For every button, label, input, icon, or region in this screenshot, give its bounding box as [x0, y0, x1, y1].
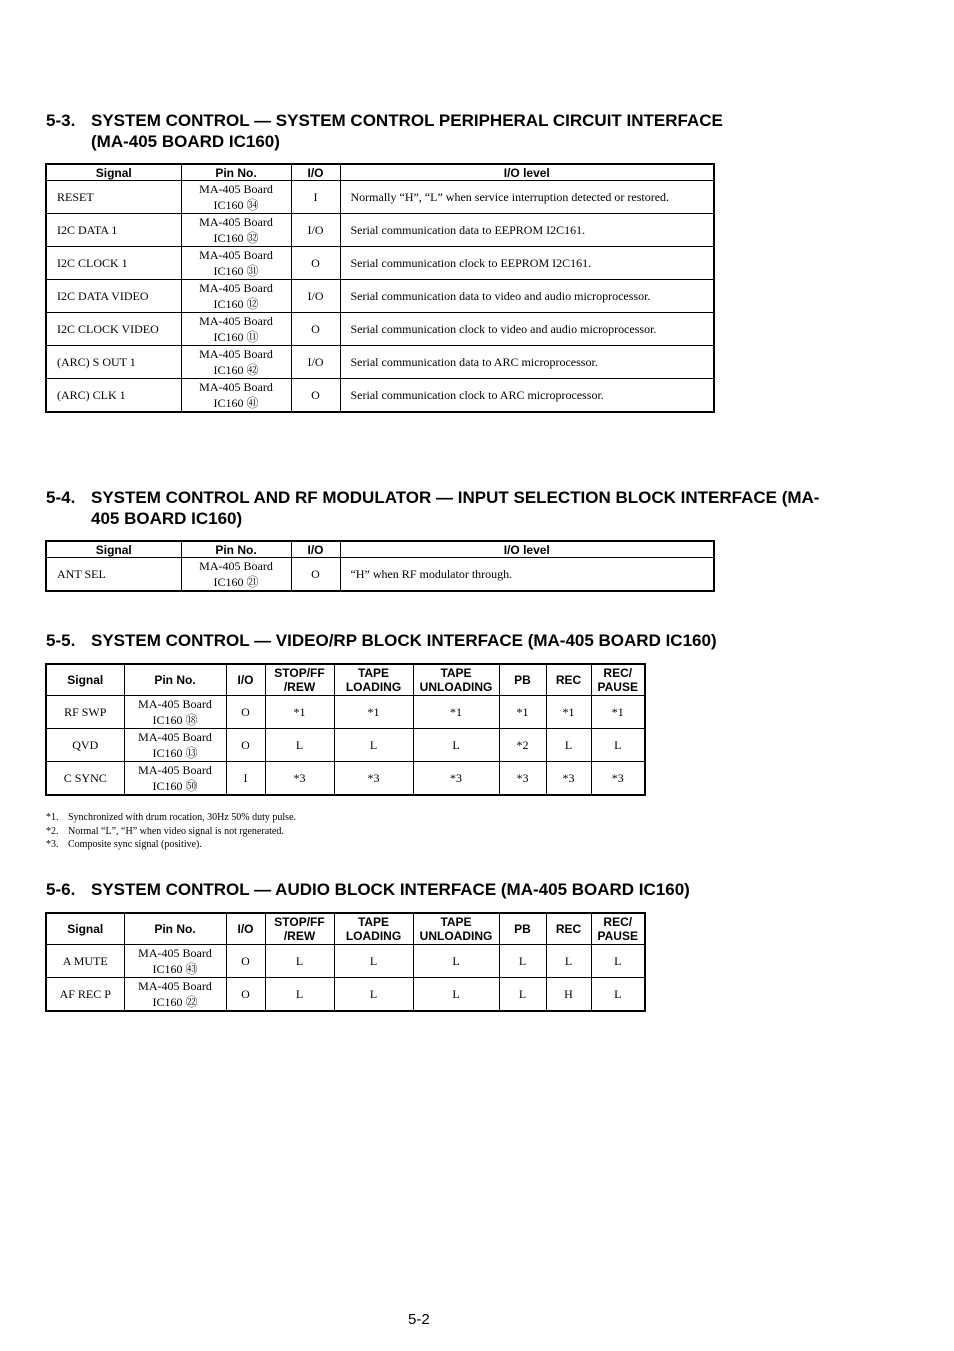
pin-ic: IC160 ⑪: [213, 330, 259, 344]
mode-cell: L: [265, 729, 334, 762]
io-cell: I: [291, 181, 340, 214]
io-cell: I: [226, 762, 265, 796]
level-cell: Normally “H”, “L” when service interruption detected or restored.: [340, 181, 714, 214]
section-number: 5-5.: [46, 631, 76, 650]
io-cell: I/O: [291, 280, 340, 313]
pin-board: MA-405 Board: [138, 946, 212, 960]
io-cell: O: [291, 558, 340, 592]
footnote-label: *1.: [46, 812, 59, 823]
footnote: [46, 825, 296, 839]
mode-cell: *1: [591, 696, 645, 729]
mode-cell: *1: [413, 696, 499, 729]
table-row: [46, 247, 714, 280]
mode-cell: L: [591, 945, 645, 978]
pin-ic: IC160 ⑫: [213, 297, 259, 311]
footnote: [46, 838, 296, 852]
mode-cell: *1: [334, 696, 413, 729]
pin-ic: IC160 ㉞: [213, 198, 259, 212]
pin-ic: IC160 ㉑: [213, 575, 259, 589]
mode-cell: *3: [546, 762, 591, 796]
audio-block-table: [45, 912, 646, 1012]
section-title-line1: SYSTEM CONTROL — SYSTEM CONTROL PERIPHERAL CIRCUIT INTERFACE: [91, 111, 723, 130]
header-line: LOADING: [345, 929, 402, 943]
header-line: STOP/FF: [274, 915, 325, 929]
header-line: REC/: [603, 666, 633, 680]
signal-cell: I2C DATA VIDEO: [46, 280, 181, 313]
mode-cell: *3: [334, 762, 413, 796]
table-row: [46, 762, 645, 796]
pin-ic: IC160 ㉛: [213, 264, 259, 278]
header-pb: PB: [499, 664, 546, 696]
io-cell: O: [291, 379, 340, 413]
pin-ic: IC160 ⑬: [152, 746, 198, 760]
pin-cell: [181, 558, 291, 592]
table-row: [46, 696, 645, 729]
section-title-line1: SYSTEM CONTROL — VIDEO/RP BLOCK INTERFACE (MA-405 BOARD IC160): [91, 631, 717, 650]
level-cell: “H” when RF modulator through.: [340, 558, 714, 592]
level-cell: Serial communication clock to EEPROM I2C161.: [340, 247, 714, 280]
pin-cell: [124, 696, 226, 729]
page-number: 5-2: [408, 1311, 430, 1328]
pin-ic: IC160 ㊷: [213, 363, 259, 377]
signal-cell: C SYNC: [46, 762, 124, 796]
section-5-6-title: [46, 879, 690, 900]
mode-cell: H: [546, 978, 591, 1012]
pin-ic: IC160 ⑱: [152, 713, 198, 727]
header-line: TAPE: [357, 915, 390, 929]
header-signal: Signal: [46, 541, 181, 558]
mode-cell: *3: [499, 762, 546, 796]
mode-cell: L: [334, 945, 413, 978]
section-title-line1: SYSTEM CONTROL — AUDIO BLOCK INTERFACE (MA-405 BOARD IC160): [91, 880, 690, 899]
table-row: [46, 313, 714, 346]
table-row: [46, 729, 645, 762]
header-line: LOADING: [345, 680, 402, 694]
section-title-line1: SYSTEM CONTROL AND RF MODULATOR — INPUT SELECTION BLOCK INTERFACE (MA-: [91, 488, 820, 507]
mode-cell: L: [334, 729, 413, 762]
pin-cell: [124, 945, 226, 978]
header-pin-no: Pin No.: [124, 664, 226, 696]
header-io: I/O: [226, 664, 265, 696]
footnote-text: Normal “L”, “H” when video signal is not rgenerated.: [68, 825, 284, 837]
table-header-row: [46, 913, 645, 945]
input-selection-table: [45, 540, 715, 592]
footnote-label: *3.: [46, 839, 59, 850]
header-io-level: I/O level: [340, 164, 714, 181]
signal-cell: RF SWP: [46, 696, 124, 729]
header-pin-no: Pin No.: [181, 541, 291, 558]
pin-cell: [181, 214, 291, 247]
io-cell: O: [226, 696, 265, 729]
io-cell: O: [226, 978, 265, 1012]
header-pin-no: Pin No.: [181, 164, 291, 181]
footnote-text: Synchronized with drum rocation, 30Hz 50% duty pulse.: [68, 812, 297, 823]
signal-cell: (ARC) S OUT 1: [46, 346, 181, 379]
header-pb: PB: [499, 913, 546, 945]
pin-board: MA-405 Board: [199, 182, 273, 196]
footnote-label: *2.: [46, 825, 59, 837]
header-line: UNLOADING: [419, 680, 493, 694]
table-row: [46, 558, 714, 592]
pin-cell: [124, 762, 226, 796]
header-line: TAPE: [440, 666, 472, 680]
header-signal: Signal: [46, 913, 124, 945]
signal-cell: QVD: [46, 729, 124, 762]
footnote: [46, 811, 296, 825]
header-rec-pause: [591, 913, 645, 945]
pin-board: MA-405 Board: [199, 248, 273, 262]
signal-cell: I2C CLOCK VIDEO: [46, 313, 181, 346]
header-tape-loading: [334, 664, 413, 696]
table-row: [46, 181, 714, 214]
pin-ic: IC160 ㉒: [152, 995, 198, 1009]
signal-cell: AF REC P: [46, 978, 124, 1012]
mode-cell: *1: [499, 696, 546, 729]
signal-cell: ANT SEL: [46, 558, 181, 592]
table-row: [46, 379, 714, 413]
mode-cell: *1: [265, 696, 334, 729]
header-line: REC/: [603, 915, 633, 929]
pin-ic: IC160 ㉜: [213, 231, 259, 245]
signal-cell: RESET: [46, 181, 181, 214]
header-line: STOP/FF: [274, 666, 325, 680]
header-io: I/O: [291, 541, 340, 558]
signal-cell: (ARC) CLK 1: [46, 379, 181, 413]
section-5-5-title: [46, 630, 717, 651]
header-line: UNLOADING: [419, 929, 493, 943]
header-io: I/O: [291, 164, 340, 181]
header-stop-ff-rew: [265, 913, 334, 945]
footnotes: [46, 811, 296, 852]
header-line: PAUSE: [597, 929, 638, 943]
pin-cell: [181, 379, 291, 413]
table-row: [46, 280, 714, 313]
footnote-text: Composite sync signal (positive).: [68, 839, 202, 850]
section-number: 5-4.: [46, 488, 76, 507]
mode-cell: L: [413, 729, 499, 762]
header-line: TAPE: [357, 666, 390, 680]
video-rp-table: [45, 663, 646, 796]
pin-board: MA-405 Board: [138, 979, 212, 993]
header-rec-pause: [591, 664, 645, 696]
mode-cell: L: [591, 729, 645, 762]
io-cell: O: [291, 313, 340, 346]
table-row: [46, 214, 714, 247]
header-stop-ff-rew: [265, 664, 334, 696]
section-5-4-title: [46, 487, 819, 529]
mode-cell: *3: [591, 762, 645, 796]
pin-board: MA-405 Board: [199, 314, 273, 328]
mode-cell: L: [413, 945, 499, 978]
pin-cell: [181, 280, 291, 313]
mode-cell: *1: [546, 696, 591, 729]
header-rec: REC: [546, 913, 591, 945]
header-tape-loading: [334, 913, 413, 945]
pin-cell: [181, 346, 291, 379]
mode-cell: *3: [413, 762, 499, 796]
section-number: 5-3.: [46, 111, 76, 130]
table-header-row: [46, 164, 714, 181]
signal-cell: A MUTE: [46, 945, 124, 978]
mode-cell: L: [265, 945, 334, 978]
header-line: /REW: [283, 929, 316, 943]
mode-cell: L: [591, 978, 645, 1012]
level-cell: Serial communication clock to ARC microprocessor.: [340, 379, 714, 413]
io-cell: O: [226, 729, 265, 762]
pin-cell: [181, 313, 291, 346]
header-line: TAPE: [440, 915, 472, 929]
pin-board: MA-405 Board: [138, 763, 212, 777]
header-line: /REW: [283, 680, 316, 694]
pin-ic: IC160 ㊿: [152, 779, 198, 793]
level-cell: Serial communication data to video and audio microprocessor.: [340, 280, 714, 313]
mode-cell: *3: [265, 762, 334, 796]
pin-ic: IC160 ㊶: [213, 396, 259, 410]
mode-cell: L: [265, 978, 334, 1012]
level-cell: Serial communication data to ARC microprocessor.: [340, 346, 714, 379]
peripheral-interface-table: [45, 163, 715, 413]
mode-cell: L: [546, 945, 591, 978]
pin-board: MA-405 Board: [199, 215, 273, 229]
section-title-line2: 405 BOARD IC160): [91, 509, 243, 528]
section-title-line2: (MA-405 BOARD IC160): [91, 132, 280, 151]
header-tape-unloading: [413, 913, 499, 945]
pin-cell: [181, 181, 291, 214]
header-signal: Signal: [46, 164, 181, 181]
io-cell: O: [226, 945, 265, 978]
pin-cell: [124, 978, 226, 1012]
header-line: PAUSE: [597, 680, 638, 694]
section-number: 5-6.: [46, 880, 76, 899]
pin-board: MA-405 Board: [199, 380, 273, 394]
table-header-row: [46, 541, 714, 558]
signal-cell: I2C DATA 1: [46, 214, 181, 247]
level-cell: Serial communication clock to video and audio microprocessor.: [340, 313, 714, 346]
header-tape-unloading: [413, 664, 499, 696]
table-row: [46, 945, 645, 978]
pin-board: MA-405 Board: [199, 559, 273, 573]
mode-cell: L: [334, 978, 413, 1012]
io-cell: I/O: [291, 214, 340, 247]
pin-cell: [181, 247, 291, 280]
pin-board: MA-405 Board: [138, 697, 212, 711]
io-cell: O: [291, 247, 340, 280]
pin-cell: [124, 729, 226, 762]
header-rec: REC: [546, 664, 591, 696]
pin-ic: IC160 ㊸: [152, 962, 198, 976]
mode-cell: L: [413, 978, 499, 1012]
header-io-level: I/O level: [340, 541, 714, 558]
signal-cell: I2C CLOCK 1: [46, 247, 181, 280]
pin-board: MA-405 Board: [138, 730, 212, 744]
header-signal: Signal: [46, 664, 124, 696]
io-cell: I/O: [291, 346, 340, 379]
table-header-row: [46, 664, 645, 696]
mode-cell: L: [499, 978, 546, 1012]
header-io: I/O: [226, 913, 265, 945]
table-row: [46, 346, 714, 379]
pin-board: MA-405 Board: [199, 281, 273, 295]
table-row: [46, 978, 645, 1012]
mode-cell: L: [546, 729, 591, 762]
mode-cell: *2: [499, 729, 546, 762]
header-pin-no: Pin No.: [124, 913, 226, 945]
level-cell: Serial communication data to EEPROM I2C161.: [340, 214, 714, 247]
pin-board: MA-405 Board: [199, 347, 273, 361]
section-5-3-title: [46, 110, 723, 152]
mode-cell: L: [499, 945, 546, 978]
